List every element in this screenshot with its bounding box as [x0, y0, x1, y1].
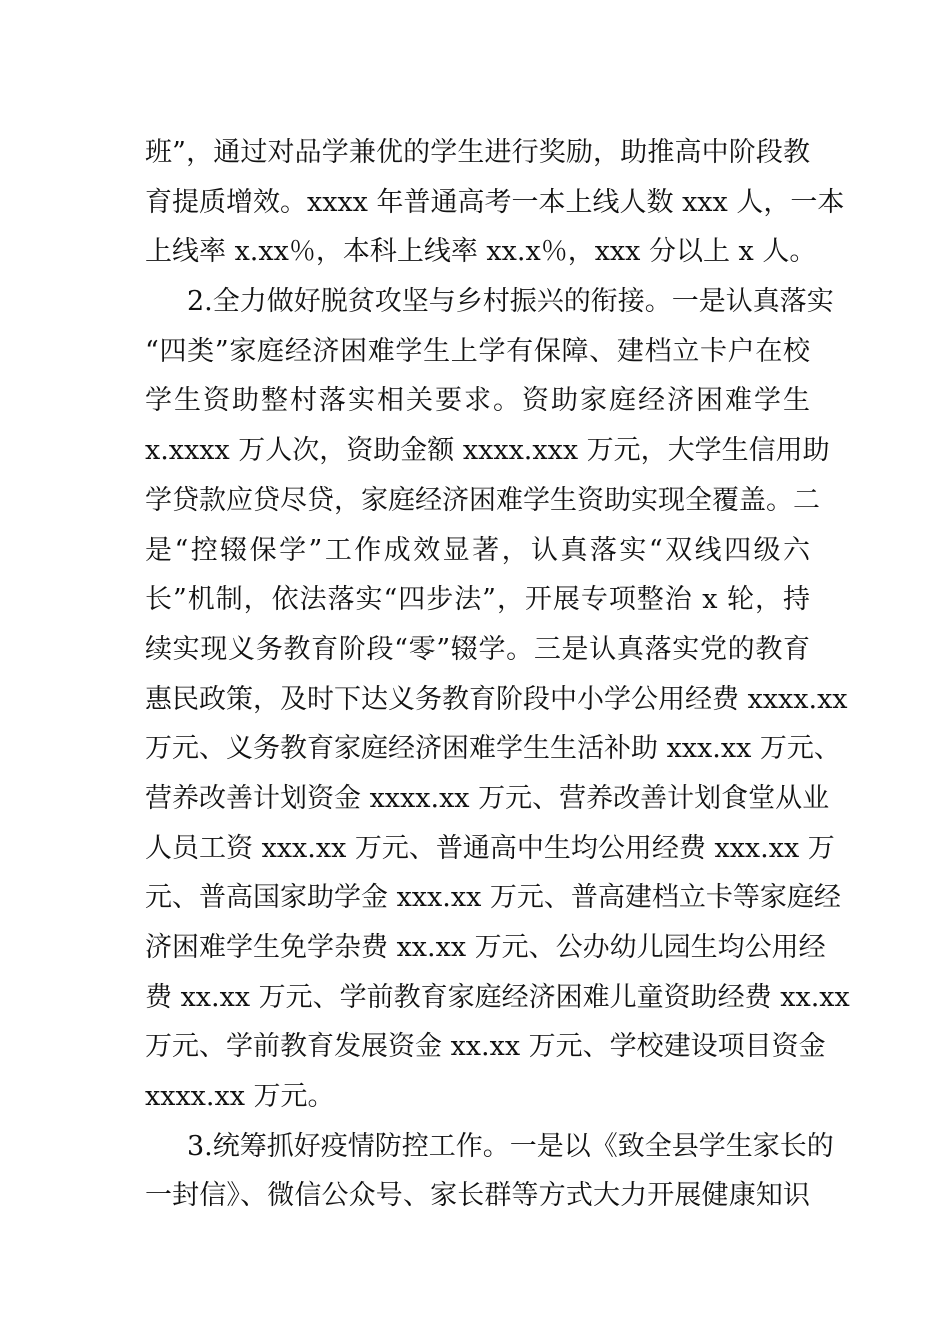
text-line-16: 元、普高国家助学金 xxx.xx 万元、普高建档立卡等家庭经 [145, 882, 841, 914]
text-line-7: x.xxxx 万人次，资助金额 xxxx.xxx 万元，大学生信用助 [145, 435, 830, 467]
document-body [145, 128, 850, 1221]
text-line-3: 上线率 x.xx％，本科上线率 xx.x％，xxx 分以上 x 人。 [145, 236, 817, 268]
text-line-6: 学生资助整村落实相关要求。资助家庭经济困难学生 [145, 385, 810, 417]
text-line-15: 人员工资 xxx.xx 万元、普通高中生均公用经费 xxx.xx 万 [145, 832, 835, 864]
text-line-19: 万元、学前教育发展资金 xx.xx 万元、学校建设项目资金 [145, 1031, 826, 1063]
text-line-17: 济困难学生免学杂费 xx.xx 万元、公办幼儿园生均公用经 [145, 932, 826, 963]
section-heading-3: 3.统筹抓好疫情防控工作。一是以《致全县学生家长的 [187, 1130, 834, 1162]
text-line-1: 班”，通过对品学兼优的学生进行奖励，助推高中阶段教 [145, 137, 810, 168]
text-line-18: 费 xx.xx 万元、学前教育家庭经济困难儿童资助经费 xx.xx [145, 981, 850, 1013]
text-line-11: 续实现义务教育阶段“零”辍学。三是认真落实党的教育 [145, 633, 810, 665]
text-line-14: 营养改善计划资金 xxxx.xx 万元、营养改善计划食堂从业 [145, 782, 830, 814]
text-line-22: 一封信》、微信公众号、家长群等方式大力开展健康知识 [145, 1180, 810, 1212]
text-line-9: 是“控辍保学”工作成效显著，认真落实“双线四级六 [145, 534, 810, 566]
text-line-13: 万元、义务教育家庭经济困难学生生活补助 xxx.xx 万元、 [145, 733, 841, 765]
text-line-12: 惠民政策，及时下达义务教育阶段中小学公用经费 xxxx.xx [145, 683, 848, 715]
section-heading-2: 2.全力做好脱贫攻坚与乡村振兴的衔接。一是认真落实 [187, 286, 834, 318]
text-line-2: 育提质增效。xxxx 年普通高考一本上线人数 xxx 人，一本 [145, 186, 845, 218]
text-line-8: 学贷款应贷尽贷，家庭经济困难学生资助实现全覆盖。二 [145, 484, 820, 516]
text-line-10: 长”机制，依法落实“四步法”，开展专项整治 x 轮，持 [145, 584, 810, 616]
text-line-5: “四类”家庭经济困难学生上学有保障、建档立卡户在校 [145, 335, 810, 367]
text-line-20: xxxx.xx 万元。 [145, 1081, 335, 1113]
